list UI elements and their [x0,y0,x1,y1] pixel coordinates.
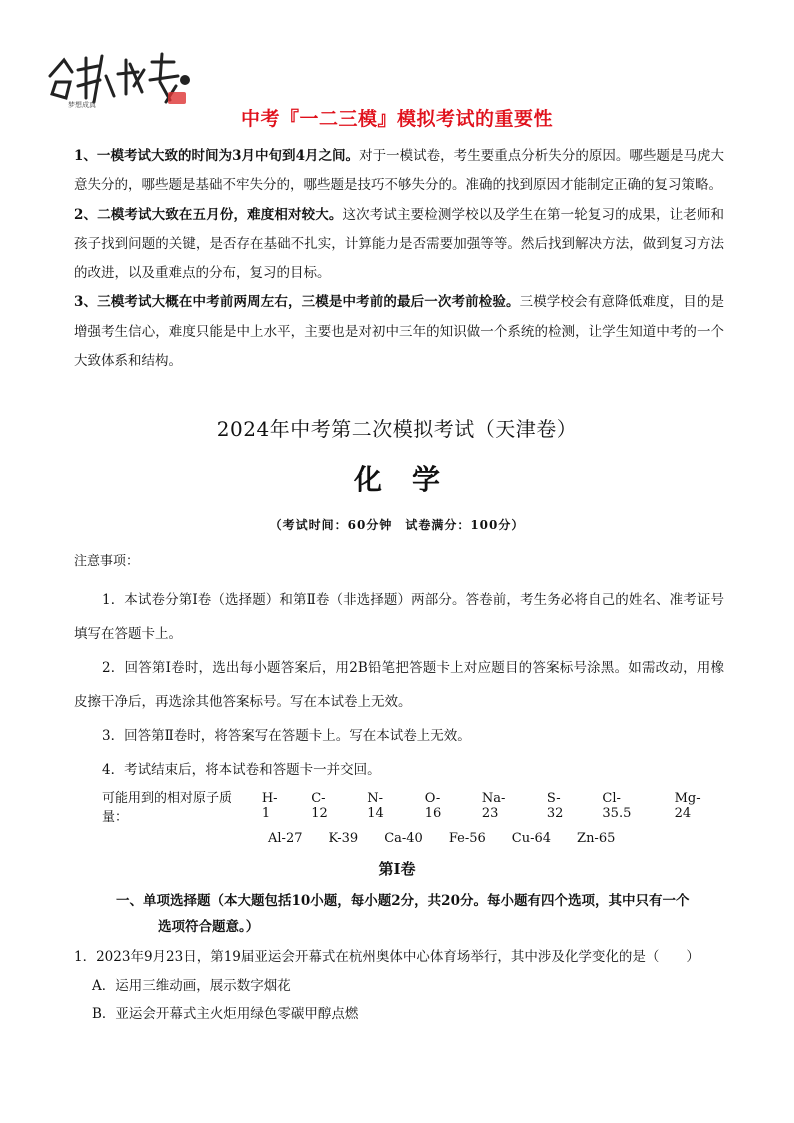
notice-item: 3．回答第Ⅱ卷时，将答案写在答题卡上。写在本试卷上无效。 [102,728,471,744]
atomic-mass: Na-23 [481,791,506,821]
question-1 [74,943,734,1029]
question-option-b: B．亚运会开幕式主火炬用绿色零碳甲醇点燃 [92,1006,359,1022]
intro-body: 这次考试主要检测学校以及学生在第一轮复习的成果，让老师和孩子找到问题的关键，是否存在基础不扎实，计算能力是否需要加强等等。然后找到解决方法，做到复习方法的改进，以及重难点的分布，复习的目标。 [74,206,724,282]
atomic-mass: Zn-65 [577,830,616,846]
atomic-masses-row [102,822,742,854]
intro-lead: 2、二模考试大致在五月份，难度相对较大。 [74,206,343,223]
notice-heading: 注意事项： [74,554,140,569]
atomic-mass: Mg-24 [674,791,701,821]
atomic-mass: O-16 [424,791,442,821]
atomic-mass: Ca-40 [384,830,423,846]
notice-item: 2．回答第Ⅰ卷时，选出每小题答案后，用2B铅笔把答题卡上对应题目的答案标号涂黑。如需改动，用橡皮擦干净后，再选涂其他答案标号。写在本试卷上无效。 [74,660,724,710]
intro-paragraph [74,142,724,201]
intro-lead: 1、一模考试大致的时间为3月中旬到4月之间。 [74,148,360,164]
question-option-a: A．运用三维动画，展示数字烟花 [92,977,291,994]
banner-title: 中考『一二三模』模拟考试的重要性 [240,108,553,130]
exam-title: 2024年中考第二次模拟考试（天津卷） [216,417,578,441]
atomic-mass: H-1 [261,791,278,821]
intro-paragraph [74,201,724,289]
atomic-mass: C-12 [311,791,328,821]
subject-title: 化学 [353,463,470,496]
notice-item: 4．考试结束后，将本试卷和答题卡一并交回。 [102,762,381,778]
atomic-mass: N-14 [367,791,384,821]
intro-lead: 3、三模考试大概在中考前两周左右，三模是中考前的最后一次考前检验。 [74,294,520,311]
logo-subtext: 梦想成真 [68,101,96,109]
intro-body: 三模学校会有意降低难度，目的是增强考生信心，难度只能是中上水平，主要也是对初中三年的知识做一个系统的检测，让学生知道中考的一个大致体系和结构。 [74,294,724,370]
intro-section [74,142,724,376]
section-heading-line: 选项符合题意。） [158,919,260,935]
exam-meta: （考试时间：60分钟 试卷满分：100分） [269,518,525,532]
atomic-mass: K-39 [328,830,359,846]
section-heading [116,888,728,940]
logo-graphic [42,46,194,112]
atomic-masses-row [102,790,742,825]
part-title: 第Ⅰ卷 [378,860,416,878]
notice-list [74,583,724,787]
section-heading-line: 一、单项选择题（本大题包括10小题，每小题2分，共20分。每小题有四个选项，其中只有一个 [116,893,690,909]
atomic-mass: Cu-64 [511,830,552,846]
intro-body: 对于一模试卷，考生要重点分析失分的原因。哪些题是马虎大意失分的，哪些题是基础不牢失分的，哪些题是技巧不够失分的。准确的找到原因才能制定正确的复习策略。 [74,148,725,194]
atomic-mass: Fe-56 [448,830,486,846]
atomic-mass: S-32 [546,791,564,821]
logo [42,46,194,112]
question-stem: 1．2023年9月23日，第19届亚运会开幕式在杭州奥体中心体育场举行，其中涉及化学变化的是（ ） [74,949,700,965]
atomic-mass: Cl-35.5 [602,791,632,821]
atomic-masses [102,790,742,854]
atomic-mass: Al-27 [268,830,303,846]
intro-paragraph [74,288,724,376]
atomic-masses-label: 可能用到的相对原子质量： [102,791,233,825]
notice-item: 1．本试卷分第Ⅰ卷（选择题）和第Ⅱ卷（非选择题）两部分。答卷前，考生务必将自己的姓名、准考证号填写在答题卡上。 [74,592,724,642]
